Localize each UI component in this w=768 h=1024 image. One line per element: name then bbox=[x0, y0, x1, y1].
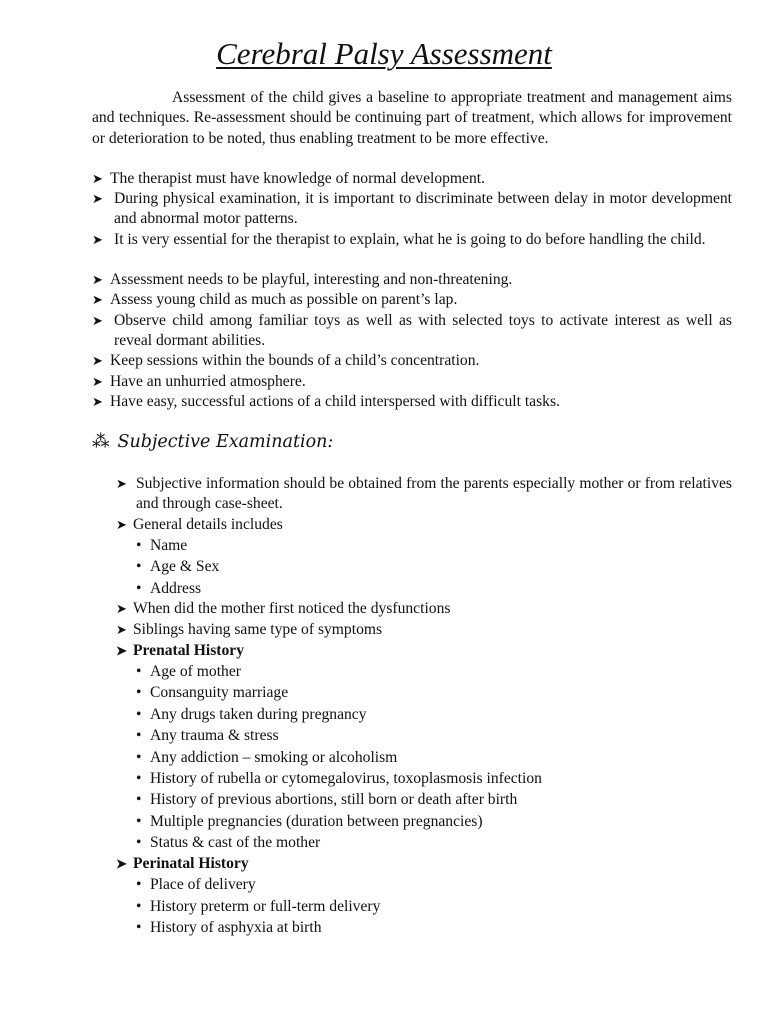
list-item: • Age & Sex bbox=[136, 558, 220, 575]
subjective-point: ➤ When did the mother first noticed the dysfunctions bbox=[116, 599, 732, 619]
bullet-icon: • bbox=[136, 537, 142, 554]
arrow-bullet-icon: ➤ bbox=[116, 622, 127, 637]
perinatal-heading: ➤ Perinatal History bbox=[116, 854, 732, 874]
bullet-icon: • bbox=[136, 580, 142, 597]
arrow-bullet-icon: ➤ bbox=[92, 394, 103, 409]
list-item: • Any drugs taken during pregnancy bbox=[136, 706, 367, 723]
list-item: • History preterm or full-term delivery bbox=[136, 898, 381, 915]
bullet-icon: • bbox=[136, 791, 142, 808]
intro-text: Assessment of the child gives a baseline to appropriate treatment and management aims and techniques. Re-assessment should be continuing part of treatment, which allows for improvement or deterioration to be noted, thus enabling treatment to be more effective. bbox=[92, 89, 732, 147]
main-point: ➤ Observe child among familiar toys as well as with selected toys to activate interest as well as reveal dormant abilities. bbox=[92, 312, 732, 350]
section-heading bbox=[92, 432, 333, 452]
main-point: ➤ Keep sessions within the bounds of a child’s concentration. bbox=[92, 351, 732, 371]
bullet-icon: • bbox=[136, 663, 142, 680]
arrow-bullet-icon: ➤ bbox=[116, 643, 127, 658]
bullet-icon: • bbox=[136, 706, 142, 723]
bullet-icon: • bbox=[136, 749, 142, 766]
list-item: • Place of delivery bbox=[136, 876, 256, 893]
arrow-bullet-icon: ➤ bbox=[116, 601, 127, 616]
arrow-bullet-icon: ➤ bbox=[92, 191, 103, 206]
list-item: • Any addiction – smoking or alcoholism bbox=[136, 749, 398, 766]
subjective-point: ➤ General details includes bbox=[116, 515, 732, 535]
list-item: • Status & cast of the mother bbox=[136, 834, 321, 851]
arrow-bullet-icon: ➤ bbox=[92, 374, 103, 389]
list-item: • Name bbox=[136, 537, 188, 554]
arrow-bullet-icon: ➤ bbox=[92, 313, 103, 328]
main-point: ➤ It is very essential for the therapist to explain, what he is going to do before handling the child. bbox=[92, 230, 732, 250]
list-item: • Any trauma & stress bbox=[136, 727, 279, 744]
list-item: • History of asphyxia at birth bbox=[136, 919, 322, 936]
list-item: • History of previous abortions, still born or death after birth bbox=[136, 791, 518, 808]
main-point: ➤ During physical examination, it is important to discriminate between delay in motor development and abnormal motor patterns. bbox=[92, 190, 732, 228]
subjective-point: ➤ Siblings having same type of symptoms bbox=[116, 620, 732, 640]
asterism-icon: ⁂ bbox=[92, 432, 110, 452]
arrow-bullet-icon: ➤ bbox=[92, 353, 103, 368]
arrow-bullet-icon: ➤ bbox=[92, 272, 103, 287]
list-item: • Multiple pregnancies (duration between pregnancies) bbox=[136, 813, 483, 830]
arrow-bullet-icon: ➤ bbox=[116, 517, 127, 532]
arrow-bullet-icon: ➤ bbox=[116, 476, 127, 491]
bullet-icon: • bbox=[136, 727, 142, 744]
bullet-icon: • bbox=[136, 684, 142, 701]
main-point: ➤ Have an unhurried atmosphere. bbox=[92, 372, 732, 392]
bullet-icon: • bbox=[136, 919, 142, 936]
bullet-icon: • bbox=[136, 876, 142, 893]
bullet-icon: • bbox=[136, 558, 142, 575]
arrow-bullet-icon: ➤ bbox=[92, 171, 103, 186]
list-item: • Consanguity marriage bbox=[136, 684, 289, 701]
main-point: ➤ Assess young child as much as possible on parent’s lap. bbox=[92, 290, 732, 310]
list-item: • History of rubella or cytomegalovirus, toxoplasmosis infection bbox=[136, 770, 542, 787]
main-point: ➤ Assessment needs to be playful, interesting and non-threatening. bbox=[92, 270, 732, 290]
arrow-bullet-icon: ➤ bbox=[116, 856, 127, 871]
subjective-point: ➤ Subjective information should be obtained from the parents especially mother or from relatives and through case-sheet. bbox=[116, 475, 732, 513]
page-title: Cerebral Palsy Assessment bbox=[216, 36, 552, 71]
arrow-bullet-icon: ➤ bbox=[92, 292, 103, 307]
list-item: • Address bbox=[136, 580, 202, 597]
main-point: ➤ Have easy, successful actions of a child interspersed with difficult tasks. bbox=[92, 392, 732, 412]
main-point: ➤ The therapist must have knowledge of normal development. bbox=[92, 169, 732, 189]
intro-paragraph bbox=[92, 88, 732, 149]
section-heading-text: Subjective Examination: bbox=[117, 432, 334, 452]
arrow-bullet-icon: ➤ bbox=[92, 232, 103, 247]
bullet-icon: • bbox=[136, 834, 142, 851]
bullet-icon: • bbox=[136, 813, 142, 830]
bullet-icon: • bbox=[136, 898, 142, 915]
prenatal-heading: ➤ Prenatal History bbox=[116, 641, 732, 661]
list-item: • Age of mother bbox=[136, 663, 241, 680]
bullet-icon: • bbox=[136, 770, 142, 787]
